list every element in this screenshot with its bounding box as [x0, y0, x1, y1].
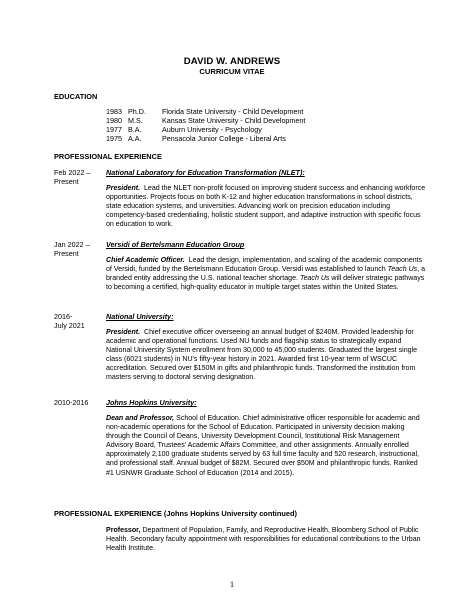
experience-date-start: Feb 2022 –: [54, 168, 91, 177]
education-heading: EDUCATION: [54, 92, 98, 101]
experience-org: National Laboratory for Education Transformation (NLET):: [106, 168, 305, 177]
experience-date: [54, 312, 106, 330]
experience-continued-description: [106, 526, 426, 553]
experience-description: [106, 414, 426, 478]
education-year: 1983: [106, 107, 122, 116]
cv-subtitle: CURRICUM VITAE: [199, 67, 265, 76]
experience-text-emphasis: Teach Us: [299, 275, 330, 283]
education-degree: A.A.: [128, 134, 142, 143]
experience-continued-text: Department of Population, Family, and Reproductive Health, Bloomberg School of Public Health. Secondary faculty appointment with responsibilities for educational contributions to the Urban Health Institute.: [106, 527, 421, 553]
experience-text: , a branded entity addressing the U.S. national teacher shortage.: [106, 266, 426, 283]
experience-date-start: Jan 2022 –: [54, 240, 90, 249]
education-institution: Pensacola Junior College - Liberal Arts: [162, 134, 286, 143]
education-year: 1980: [106, 116, 122, 125]
education-degree: B.A.: [128, 125, 142, 134]
experience-role: President.: [106, 329, 141, 336]
experience-description: [106, 256, 426, 292]
education-institution: Florida State University - Child Development: [162, 107, 304, 116]
education-year: 1975: [106, 134, 122, 143]
experience-heading: PROFESSIONAL EXPERIENCE: [54, 152, 162, 161]
experience-date-end: Present: [54, 249, 79, 258]
experience-text-emphasis: Teach Us: [387, 266, 418, 274]
education-item: [106, 135, 286, 144]
experience-org: Johns Hopkins University:: [106, 398, 197, 407]
experience-text: Chief executive officer overseeing an annual budget of $240M. Provided leadership for academic and operational functions. Used NU funds and flagship status to strategically expand National University System enrollment from 30,000 to 45,000 students. Graduated the largest single class (6021 students) in NU's fifty-year history in 2021. Awarded first 10-year term of WSCUC accreditation. Secured over $150M in gifts and philanthropic funds. Transformed the institution from masters serving to doctoral serving designation.: [106, 329, 418, 382]
experience-continued-role: Professor,: [106, 527, 141, 534]
experience-role: Chief Academic Officer.: [106, 257, 185, 264]
experience-date: [54, 240, 106, 258]
experience-date-start: 2010-2016: [54, 398, 89, 407]
education-degree: M.S.: [128, 116, 143, 125]
experience-text: School of Education. Chief administrative officer responsible for academic and non-academic operations for the School of Education. Participated in university decision making through the Council of Deans, University Development Council, Institutional Risk Management Advisory Board, Trustees' Academic Affairs Committee, and other assignments. Annually enrolled approximately 2,100 graduate students served by 63 full time faculty and 520 research, instructional, and professional staff. Annual budget of $82M. Secured over $50M and philanthropic funds. Ranked #1 USNWR Graduate School of Education (2014 and 2015).: [106, 415, 420, 477]
experience-text: Lead the design, implementation, and scaling of the academic components of Versidi, funded by the Bertelsmann Education Group. Versidi was established to launch: [106, 257, 423, 274]
cv-name: DAVID W. ANDREWS: [183, 56, 281, 67]
experience-role: Dean and Professor,: [106, 415, 175, 422]
experience-description: [106, 184, 426, 229]
experience-continued-heading: PROFESSIONAL EXPERIENCE (Johns Hopkins University continued): [54, 509, 297, 518]
experience-date-end: July 2021: [54, 321, 85, 330]
experience-description: [106, 328, 426, 383]
education-year: 1977: [106, 125, 122, 134]
experience-role: President.: [106, 185, 141, 192]
education-institution: Auburn University - Psychology: [162, 125, 262, 134]
experience-org: National University:: [106, 312, 174, 321]
education-institution: Kansas State University - Child Development: [162, 116, 306, 125]
experience-date: [54, 168, 106, 186]
experience-org: Versidi of Bertelsmann Education Group: [106, 240, 245, 249]
experience-text: Lead the NLET non-profit focused on improving student success and enhancing workforce opportunities. Projects focus on both K-12 and higher education transformations in school districts, state education systems, and universities. Advancing work on precision education including competency-based credentialing, holistic student support, and adaptive instruction with specific focus on education to work.: [106, 185, 426, 229]
experience-date-start: 2016-: [54, 312, 73, 321]
page-number: 1: [229, 579, 235, 589]
education-degree: Ph.D.: [128, 107, 146, 116]
experience-date-end: Present: [54, 177, 79, 186]
experience-date: [54, 398, 106, 407]
experience-text: will deliver strategic pathways to becoming a certified, high-quality educator in multiple target states within the United States.: [106, 275, 425, 292]
